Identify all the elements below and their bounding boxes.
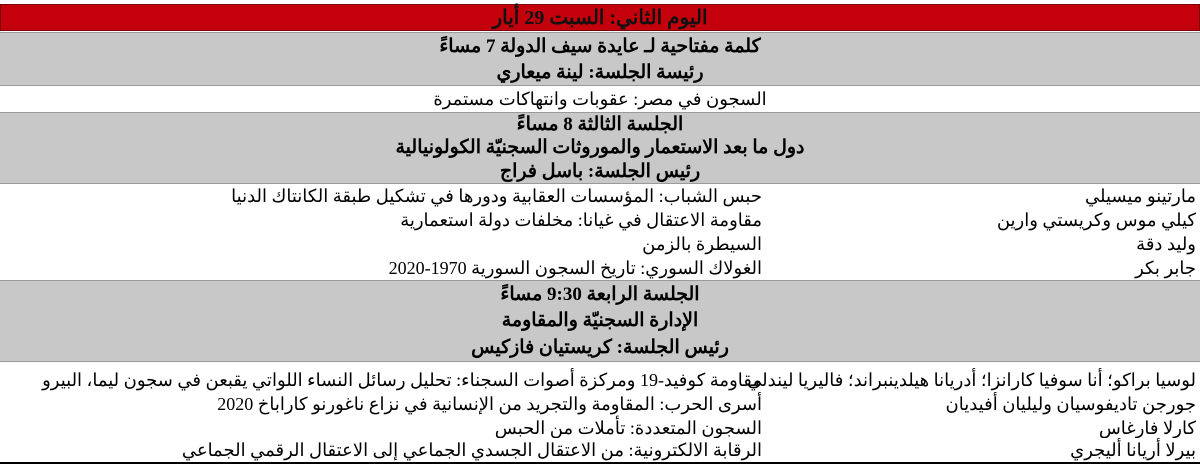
day-title: اليوم الثاني: السبت 29 أيار: [492, 7, 708, 29]
session3-chair: رئيس الجلسة: باسل فراج: [499, 160, 701, 182]
talk-speaker: جورجن تاديفوسيان وليليان أفيديان: [945, 394, 1196, 414]
talk-title: الرقابة الالكترونية: من الاعتقال الجسدي الجماعي إلى الاعتقال الرقمي الجماعي: [181, 440, 762, 460]
talk-speaker: بيرلا أريانا أليجري: [1070, 440, 1196, 460]
keynote-chair: رئيسة الجلسة: لينة ميعاري: [496, 61, 704, 83]
talk-speaker: كارلا فارغاس: [1098, 418, 1196, 438]
talk-speaker: لوسيا براكو؛ أنا سوفيا كارانزا؛ أدريانا هيلدينبراند؛ فاليريا ليندلي: [747, 370, 1196, 390]
session4-talk-row: [0, 392, 1200, 416]
talk-title: مقاومة كوفيد-19 ومركزة أصوات السجناء: تحليل رسائل النساء اللواتي يقبعن في سجون ليما، البيرو: [42, 370, 762, 390]
talk-speaker: جابر بكر: [1135, 258, 1196, 278]
session3-talk-row: [0, 256, 1200, 280]
session3-header: [0, 112, 1200, 184]
day-header: [0, 4, 1200, 31]
talk-speaker: مارتينو ميسيلي: [1084, 186, 1196, 206]
session4-theme: الإدارة السجنيّة والمقاومة: [501, 310, 699, 332]
talk-speaker: وليد دقة: [1136, 234, 1196, 254]
talk-title: الغولاك السوري: تاريخ السجون السورية 1970-2020: [388, 258, 762, 278]
session3-talk-row: [0, 184, 1200, 208]
session3-theme: دول ما بعد الاستعمار والموروثات السجنيّة الكولونيالية: [395, 137, 805, 159]
session4-talk-row: [0, 416, 1200, 440]
session4-chair: رئيس الجلسة: كريستيان فازكيس: [471, 337, 729, 359]
talk-title: حبس الشباب: المؤسسات العقابية ودورها في تشكيل طبقة الكانتاك الدنيا: [231, 186, 762, 206]
session3-talk-row: [0, 232, 1200, 256]
session3-talk-row: [0, 208, 1200, 232]
talk-title: السيطرة بالزمن: [642, 234, 762, 254]
talk-title: السجون المتعددة: تأملات من الحبس: [494, 418, 762, 438]
talk-title: أسرى الحرب: المقاومة والتجريد من الإنسانية في نزاع ناغورنو كاراباخ 2020: [217, 394, 762, 414]
keynote-header: [0, 32, 1200, 86]
talk-title: مقاومة الاعتقال في غيانا: مخلفات دولة استعمارية: [400, 210, 762, 230]
keynote-talk: [0, 86, 1200, 112]
session3-time: الجلسة الثالثة 8 مساءً: [516, 114, 684, 136]
session4-talk-row: [0, 438, 1200, 462]
keynote-talk-title: السجون في مصر: عقوبات وانتهاكات مستمرة: [433, 88, 767, 109]
session4-header: [0, 280, 1200, 362]
session4-talk-row: [0, 368, 1200, 392]
talk-speaker: كيلي موس وكريستي وارين: [996, 210, 1196, 230]
keynote-title: كلمة مفتاحية لـ عايدة سيف الدولة 7 مساءً: [439, 35, 761, 57]
session4-time: الجلسة الرابعة 9:30 مساءً: [500, 283, 700, 305]
